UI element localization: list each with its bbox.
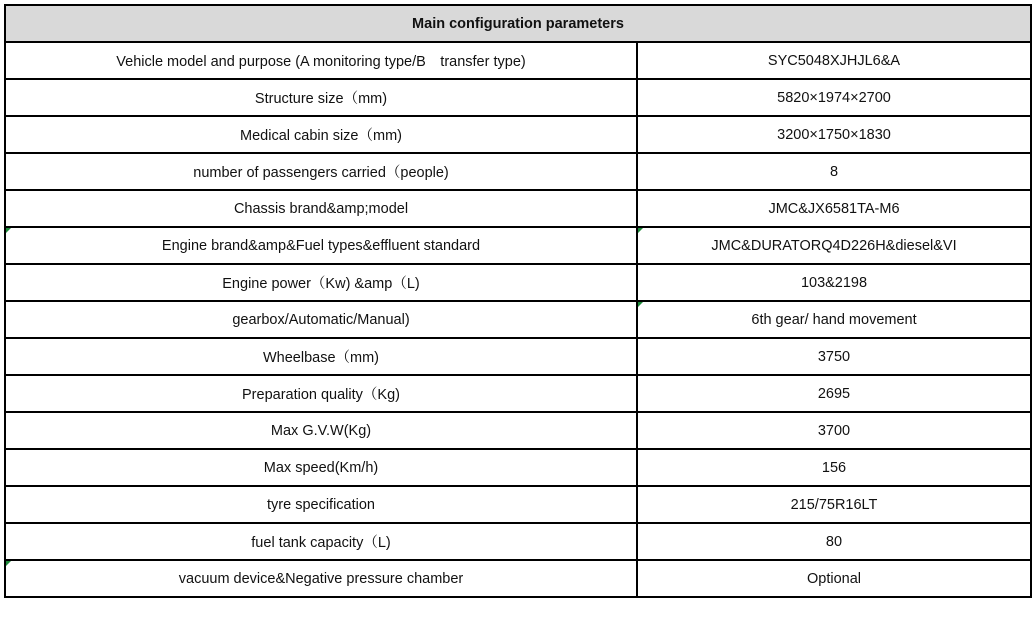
cell-comment-marker — [638, 228, 643, 233]
param-value-text: 6th gear/ hand movement — [751, 311, 917, 328]
param-value: 5820×1974×2700 — [637, 79, 1031, 116]
param-label: Chassis brand&amp;model — [5, 190, 637, 227]
param-label: Preparation quality（Kg) — [5, 375, 637, 412]
param-label: gearbox/Automatic/Manual) — [5, 301, 637, 338]
param-label: fuel tank capacity（L) — [5, 523, 637, 560]
param-label: Vehicle model and purpose (A monitoring type/B transfer type) — [5, 42, 637, 79]
table-row — [5, 79, 1031, 116]
param-value: 156 — [637, 449, 1031, 486]
cell-comment-marker — [638, 302, 643, 307]
param-label: Max speed(Km/h) — [5, 449, 637, 486]
table-row — [5, 560, 1031, 597]
table-header-row — [5, 5, 1031, 42]
table-title: Main configuration parameters — [5, 5, 1031, 42]
param-value: Optional — [637, 560, 1031, 597]
param-value: 3700 — [637, 412, 1031, 449]
param-label: Engine power（Kw) &amp（L) — [5, 264, 637, 301]
param-value: 3200×1750×1830 — [637, 116, 1031, 153]
param-value: 80 — [637, 523, 1031, 560]
param-value: 2695 — [637, 375, 1031, 412]
cell-comment-marker — [6, 561, 11, 566]
param-label: Wheelbase（mm) — [5, 338, 637, 375]
param-value: 3750 — [637, 338, 1031, 375]
param-value-text: JMC&DURATORQ4D226H&diesel&VI — [711, 237, 957, 254]
param-value: 215/75R16LT — [637, 486, 1031, 523]
param-label: Medical cabin size（mm) — [5, 116, 637, 153]
table-row — [5, 301, 1031, 338]
param-value — [637, 301, 1031, 338]
table-row — [5, 412, 1031, 449]
table-row — [5, 264, 1031, 301]
param-label: Max G.V.W(Kg) — [5, 412, 637, 449]
table-row — [5, 42, 1031, 79]
table-row — [5, 523, 1031, 560]
param-label — [5, 560, 637, 597]
param-value: JMC&JX6581TA-M6 — [637, 190, 1031, 227]
param-label-text: Engine brand&amp&Fuel types&effluent standard — [161, 237, 481, 254]
table-row — [5, 153, 1031, 190]
config-table — [4, 4, 1032, 598]
table-row — [5, 449, 1031, 486]
spec-sheet — [4, 4, 1030, 598]
table-row — [5, 375, 1031, 412]
table-row — [5, 338, 1031, 375]
param-label: tyre specification — [5, 486, 637, 523]
table-row — [5, 190, 1031, 227]
param-value: SYC5048XJHJL6&A — [637, 42, 1031, 79]
param-label — [5, 227, 637, 264]
table-row — [5, 116, 1031, 153]
param-label: Structure size（mm) — [5, 79, 637, 116]
param-value — [637, 227, 1031, 264]
cell-comment-marker — [6, 228, 11, 233]
table-row — [5, 486, 1031, 523]
param-label: number of passengers carried（people) — [5, 153, 637, 190]
table-row — [5, 227, 1031, 264]
param-value: 8 — [637, 153, 1031, 190]
param-label-text: vacuum device&Negative pressure chamber — [178, 570, 464, 587]
param-value: 103&2198 — [637, 264, 1031, 301]
